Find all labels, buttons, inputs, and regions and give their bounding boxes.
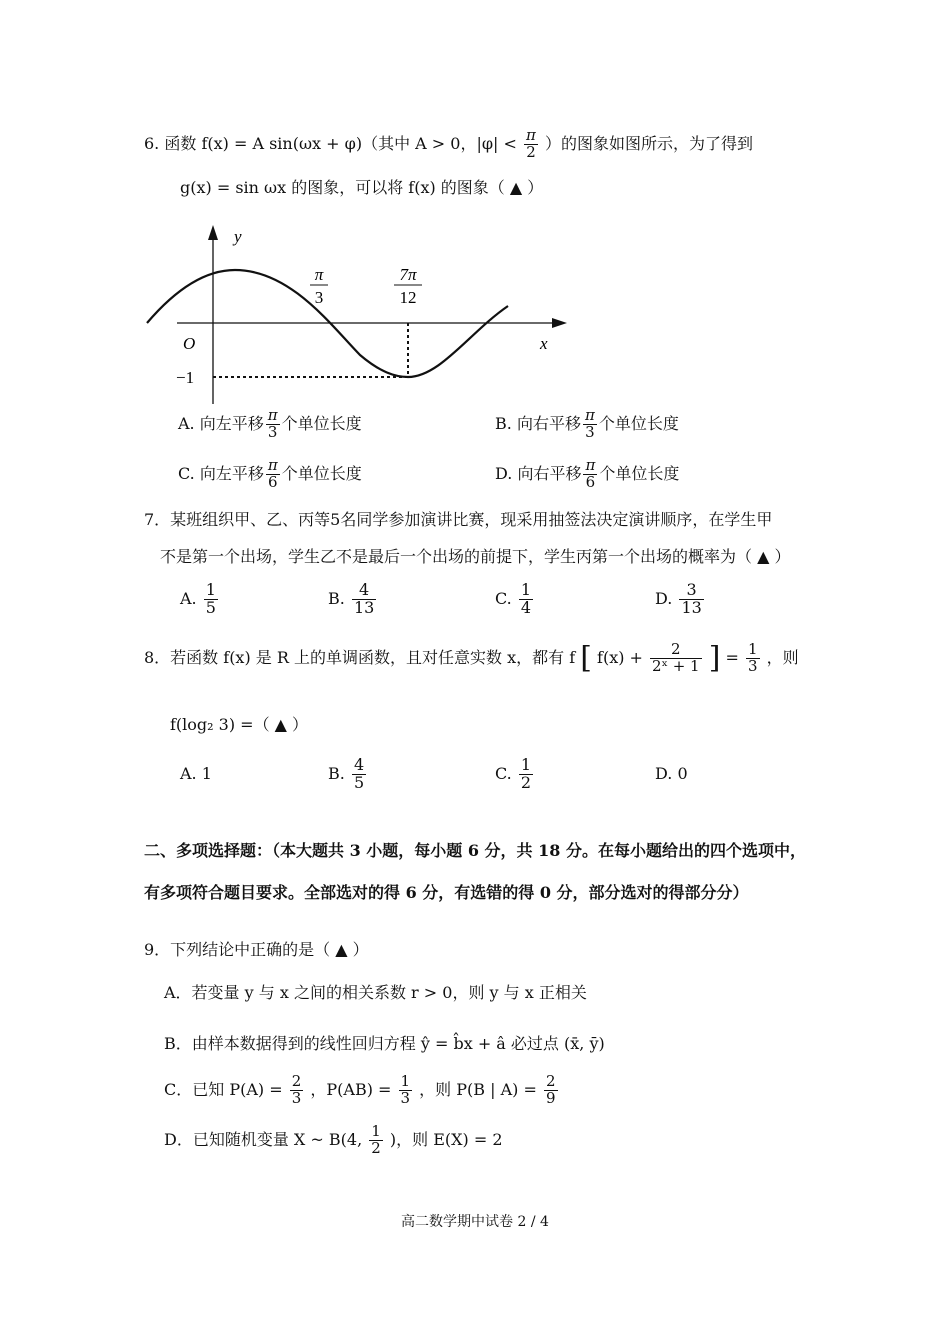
- q6-number: 6.: [144, 133, 160, 153]
- min-value-label: −1: [176, 368, 195, 387]
- q9-c-fraction-3: $\frac{2}{9}$: [545, 1072, 556, 1107]
- x-axis-arrow-icon: [552, 318, 567, 328]
- q6-option-b-fraction: $\frac{\pi}{3}$: [584, 406, 595, 441]
- q9-d-fraction: $\frac{1}{2}$: [371, 1122, 381, 1157]
- q8-stem-line1: 8．若函数 f(x) 是 R 上的单调函数，且对任意实数 x，都有 f [ f(x) + $\frac{2}{\text{2ˣ + 1}}$ ] = $\frac{1}{3}$ ，则: [144, 640, 799, 676]
- q6-sine-graph: [140, 222, 580, 412]
- q8-option-c-fraction: $\frac{1}{2}$: [520, 755, 532, 792]
- q6-option-a-fraction: $\frac{\pi}{3}$: [267, 406, 278, 441]
- section2-heading-line2: 有多项符合题目要求。全部选对的得 6 分，有选错的得 0 分，部分选对的得部分分）: [144, 883, 749, 902]
- q8-inner-expression: f(x) +: [597, 647, 643, 667]
- q6-option-a: A. 向左平移 $\frac{\pi}{3}$ 个单位长度: [178, 406, 362, 441]
- section2-heading-line1: 二、多项选择题：（本大题共 3 小题，每小题 6 分，共 18 分。在每小题给出的四个选项中，: [144, 841, 806, 860]
- q8-option-b: B. $\frac{4}{5}$: [328, 755, 365, 792]
- q6-option-c: C. 向左平移 $\frac{\pi}{6}$ 个单位长度: [178, 456, 362, 491]
- q9-c-fraction-2: $\frac{1}{3}$: [400, 1072, 411, 1107]
- q7-option-c-fraction: $\frac{1}{4}$: [520, 580, 532, 617]
- q7-option-a-fraction: $\frac{1}{5}$: [205, 580, 216, 617]
- q6-option-d: D. 向右平移 $\frac{\pi}{6}$ 个单位长度: [495, 456, 680, 491]
- q9-option-d: D．已知随机变量 X ~ B(4, $\frac{1}{2}$ )，则 E(X) = 2: [164, 1122, 503, 1157]
- q8-option-a: A. 1: [180, 764, 212, 783]
- q7-stem-line1: 7．某班组织甲、乙、丙等5名同学参加演讲比赛，现采用抽签法决定演讲顺序，在学生甲: [144, 510, 773, 529]
- tick1-denominator: 3: [314, 288, 324, 307]
- left-bracket: [: [580, 640, 592, 676]
- q6-phi-bound-fraction: $\frac{\pi}{2}$: [526, 126, 536, 161]
- q6-stem-b: ）的图象如图所示，为了得到: [545, 133, 754, 153]
- q8-stem-line2: f(log₂ 3) =（ ▲ ）: [170, 715, 309, 734]
- tick2-denominator: 12: [399, 288, 417, 307]
- q6-stem-line1: [144, 128, 753, 161]
- q8-inner-fraction: $\frac{2}{\text{2ˣ + 1}}$: [652, 640, 700, 675]
- q6-stem-line2: g(x) = sin ωx 的图象，可以将 f(x) 的图象（ ▲ ）: [180, 178, 544, 197]
- x-axis-label: x: [540, 334, 548, 353]
- q7-option-a: A. $\frac{1}{5}$: [180, 580, 216, 617]
- q8-stem-a: 8．若函数 f(x) 是 R 上的单调函数，且对任意实数 x，都有 f: [144, 647, 576, 667]
- q7-option-d-fraction: $\frac{3}{13}$: [681, 580, 702, 617]
- q6-stem-a: 函数 f(x) = A sin(ωx + φ)（其中 A > 0，|φ| <: [164, 133, 517, 153]
- q6-option-c-fraction: $\frac{\pi}{6}$: [267, 456, 278, 491]
- q9-option-c: C．已知 P(A) = $\frac{2}{3}$ ，P(AB) = $\frac{1}{3}$ ，则 P(B | A) = $\frac{2}{9}$: [164, 1072, 556, 1107]
- q8-option-c: C. $\frac{1}{2}$: [495, 755, 532, 792]
- origin-label: O: [183, 334, 196, 353]
- q9-c-fraction-1: $\frac{2}{3}$: [291, 1072, 302, 1107]
- page-footer: 高二数学期中试卷 2 / 4: [401, 1214, 549, 1230]
- q7-option-d: D. $\frac{3}{13}$: [655, 580, 702, 617]
- q8-option-b-fraction: $\frac{4}{5}$: [353, 755, 365, 792]
- q7-option-c: C. $\frac{1}{4}$: [495, 580, 532, 617]
- q6-option-b: B. 向右平移 $\frac{\pi}{3}$ 个单位长度: [495, 406, 679, 441]
- q9-option-a: A．若变量 y 与 x 之间的相关系数 r > 0，则 y 与 x 正相关: [164, 983, 587, 1002]
- q6-option-d-fraction: $\frac{\pi}{6}$: [585, 456, 596, 491]
- tick1-numerator: π: [314, 265, 324, 284]
- q8-rhs-fraction: $\frac{1}{3}$: [748, 640, 758, 675]
- q8-option-d: D. 0: [655, 764, 688, 783]
- y-axis-label: y: [234, 227, 242, 246]
- y-axis-arrow-icon: [208, 225, 218, 240]
- tick2-numerator: 7π: [399, 265, 417, 284]
- q9-option-b: B．由样本数据得到的线性回归方程 ŷ = b̂x + â 必过点 (x̄, ȳ): [164, 1034, 605, 1053]
- q7-option-b: B. $\frac{4}{13}$: [328, 580, 375, 617]
- right-bracket: ]: [708, 640, 721, 676]
- q7-stem-line2: 不是第一个出场，学生乙不是最后一个出场的前提下，学生丙第一个出场的概率为（ ▲ ）: [160, 547, 791, 566]
- q9-stem: 9．下列结论中正确的是（ ▲ ）: [144, 940, 369, 959]
- q7-option-b-fraction: $\frac{4}{13}$: [353, 580, 375, 617]
